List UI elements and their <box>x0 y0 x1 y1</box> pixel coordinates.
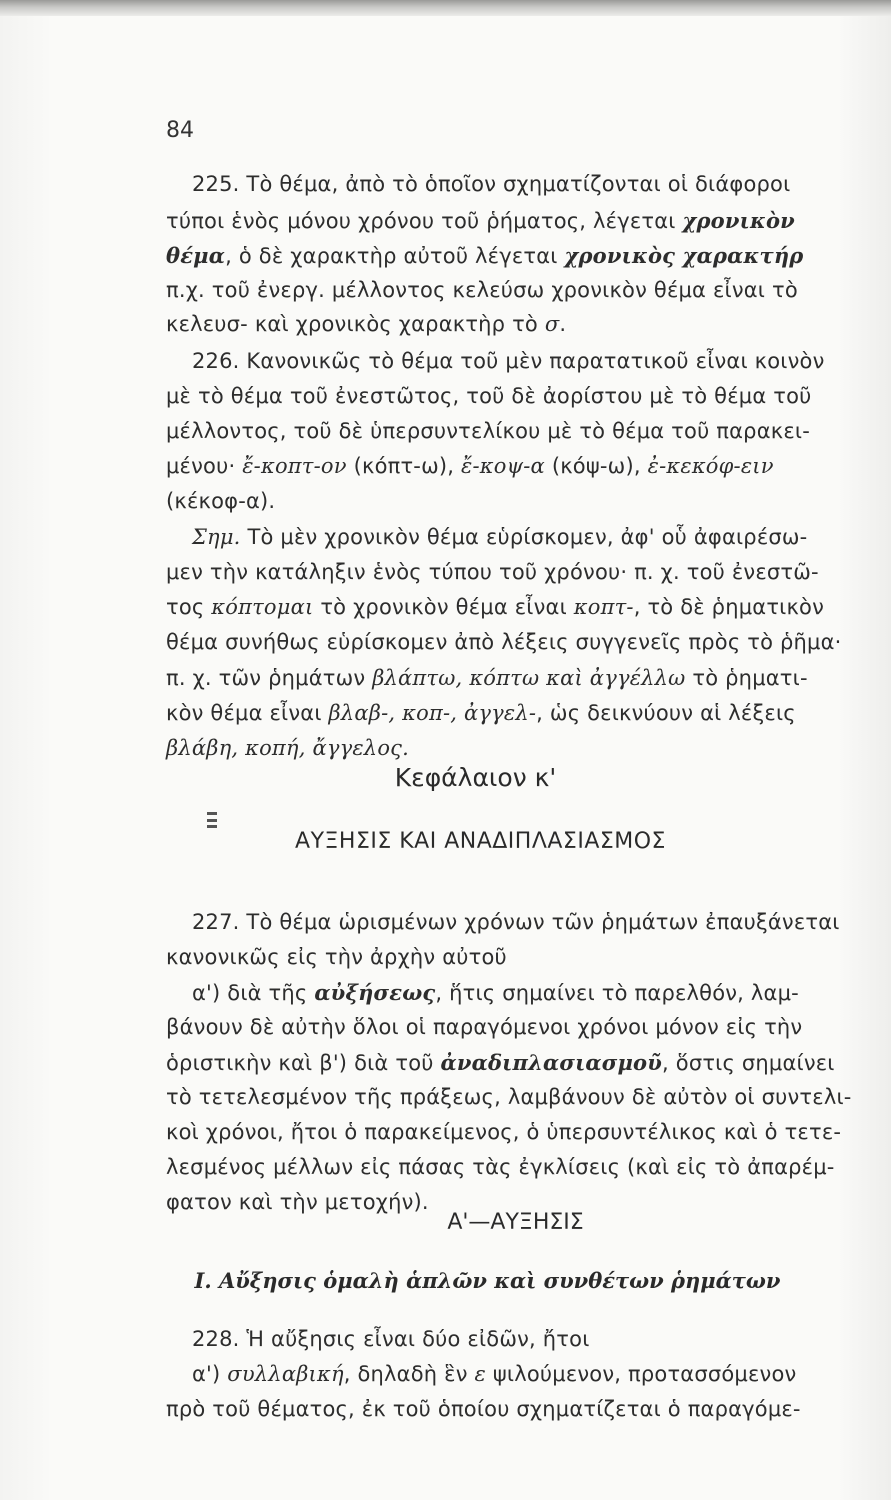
emphasis-text: βλάβη, κοπή, ἄγγελος. <box>166 736 409 760</box>
line-text: , ὡς δεικνύουν αἱ λέξεις <box>536 701 796 725</box>
line-text: κελευσ- καὶ χρονικὸς χαρακτὴρ τὸ <box>166 312 545 336</box>
chapter-title: Κεφάλαιον κ' <box>394 763 557 792</box>
line-text: κανονικῶς εἰς τὴν ἀρχὴν αὐτοῦ <box>166 945 507 969</box>
line-text: α') <box>192 1362 228 1386</box>
line-text: 227. Τὸ θέμα ὡρισμένων χρόνων τῶν ῥημάτων ἐπαυξάνεται <box>192 910 840 934</box>
text-line <box>192 172 891 196</box>
line-text: , ὅστις σημαίνει <box>662 1051 835 1075</box>
scan-top-edge <box>0 0 891 16</box>
emphasis-text: κόπτομαι <box>211 595 314 619</box>
text-line <box>192 1327 891 1351</box>
line-text: (κόψ-ω), <box>544 454 648 478</box>
emphasis-text: χρονικὸς χαρακτήρ <box>564 243 804 268</box>
emphasis-text: κοπτ- <box>573 595 634 619</box>
line-text: τὸ τετελεσμένον τῆς πράξεως, λαμβάνουν δὲ αὐτὸν οἱ συντελι- <box>166 1085 852 1109</box>
line-text: βάνουν δὲ αὐτὴν ὅλοι οἱ παραγόμενοι χρόνοι μόνον εἰς τὴν <box>166 1015 803 1039</box>
line-text: , ὁ δὲ χαρακτὴρ αὐτοῦ λέγεται <box>225 244 565 268</box>
emphasis-text: χρονικὸν <box>682 208 795 233</box>
text-line <box>166 243 886 268</box>
chapter-subtitle: ΑΥΞΗΣΙΣ ΚΑΙ ΑΝΑΔΙΠΛΑΣΙΑΣΜΟΣ <box>295 829 666 854</box>
text-line <box>166 595 886 619</box>
emphasis-text: ἐ-κεκόφ-ειν <box>647 454 774 478</box>
emphasis-text: βλάπτω, κόπτω καὶ ἀγγέλλω <box>372 666 686 690</box>
text-line <box>166 630 886 654</box>
line-text: μέλλοντος, τοῦ δὲ ὑπερσυντελίκου μὲ τὸ θέμα τοῦ παρακει- <box>166 419 810 443</box>
line-text: α') διὰ τῆς <box>192 981 315 1005</box>
text-line <box>166 1155 886 1179</box>
text-line <box>192 910 891 934</box>
text-line <box>166 1120 886 1144</box>
text-line <box>166 312 886 336</box>
page-number: 84 <box>166 118 194 143</box>
emphasis-text: ἔ-κοπτ-ον <box>242 454 347 478</box>
line-text: τος <box>166 595 212 619</box>
emphasis-text: ἔ-κοψ-α <box>461 454 545 478</box>
text-line <box>166 384 886 408</box>
text-line <box>166 736 886 760</box>
line-text: λεσμένος μέλλων εἰς πάσας τὰς ἐγκλίσεις (καὶ εἰς τὸ ἀπαρέμ- <box>166 1155 835 1179</box>
line-text: τὸ χρονικὸν θέμα εἶναι <box>313 595 574 619</box>
line-text: μὲ τὸ θέμα τοῦ ἐνεστῶτος, τοῦ δὲ ἀορίστου μὲ τὸ θέμα τοῦ <box>166 384 812 408</box>
line-text: ὁριστικὴν καὶ β') διὰ τοῦ <box>166 1051 441 1075</box>
emphasis-text: Σημ. <box>192 525 241 549</box>
text-line <box>192 1362 891 1386</box>
text-line <box>166 208 886 233</box>
line-text: 226. Κανονικῶς τὸ θέμα τοῦ μὲν παρατατικοῦ εἶναι κοινὸν <box>192 349 825 373</box>
text-line <box>166 1050 886 1075</box>
text-line <box>166 945 886 969</box>
text-line <box>166 419 886 443</box>
line-text: , τὸ δὲ ῥηματικὸν <box>633 595 825 619</box>
emphasis-text: συλλαβική <box>227 1362 344 1386</box>
line-text: ψιλούμενον, προτασσόμενον <box>486 1362 797 1386</box>
line-text: 228. Ἡ αὔξησις εἶναι δύο εἰδῶν, ἤτοι <box>192 1327 590 1351</box>
text-line <box>192 349 891 373</box>
text-line <box>166 666 886 690</box>
line-text: π. χ. τῶν ῥημάτων <box>166 666 373 690</box>
line-text: Τὸ μὲν χρονικὸν θέμα εὑρίσκομεν, ἀφ' οὗ ἀφαιρέσω- <box>240 525 808 549</box>
line-text: , ἥτις σημαίνει τὸ παρελθόν, λαμ- <box>435 981 799 1005</box>
subsection-title: Ι. Αὔξησις ὁμαλὴ ἁπλῶν καὶ συνθέτων ῥημάτων <box>194 1268 781 1293</box>
text-line <box>166 701 886 725</box>
text-line <box>166 1085 886 1109</box>
emphasis-text: σ <box>544 312 560 336</box>
line-text: θέμα συνήθως εὑρίσκομεν ἀπὸ λέξεις συγγενεῖς πρὸς τὸ ῥῆμα· <box>166 630 842 654</box>
emphasis-text: ε <box>474 1362 486 1386</box>
line-text: (κέκοφ-α). <box>166 489 276 513</box>
text-line <box>192 980 891 1005</box>
text-line <box>166 1397 886 1421</box>
line-text: κοὶ χρόνοι, ἤτοι ὁ παρακείμενος, ὁ ὑπερσυντέλικος καὶ ὁ τετε- <box>166 1120 842 1144</box>
line-text: (κόπτ-ω), <box>346 454 462 478</box>
line-text: τύποι ἑνὸς μόνου χρόνου τοῦ ῥήματος, λέγεται <box>166 209 683 233</box>
text-line <box>166 560 886 584</box>
text-line <box>166 489 886 513</box>
margin-mark <box>207 812 217 828</box>
line-text: π.χ. τοῦ ἐνεργ. μέλλοντος κελεύσω χρονικὸν θέμα εἶναι τὸ <box>166 278 798 302</box>
text-line <box>192 525 891 549</box>
emphasis-text: ἀναδιπλασιασμοῦ <box>440 1050 663 1075</box>
line-text: 225. Τὸ θέμα, ἀπὸ τὸ ὁποῖον σχηματίζονται οἱ διάφοροι <box>192 172 791 196</box>
line-text: . <box>559 312 567 336</box>
emphasis-text: βλαβ-, κοπ-, ἀγγελ- <box>328 701 537 725</box>
emphasis-text: θέμα <box>166 243 226 268</box>
section-title: Α'—ΑΥΞΗΣΙΣ <box>447 1210 584 1235</box>
text-line <box>166 454 886 478</box>
line-text: μένου· <box>166 454 243 478</box>
line-text: μεν τὴν κατάληξιν ἑνὸς τύπου τοῦ χρόνου· π. χ. τοῦ ἐνεστῶ- <box>166 560 819 584</box>
line-text: φατον καὶ τὴν μετοχήν). <box>166 1190 429 1214</box>
line-text: τὸ ῥηματι- <box>685 666 808 690</box>
line-text: , δηλαδὴ ἓν <box>343 1362 475 1386</box>
line-text: κὸν θέμα εἶναι <box>166 701 329 725</box>
line-text: πρὸ τοῦ θέματος, ἐκ τοῦ ὁποίου σχηματίζεται ὁ παραγόμε- <box>166 1397 801 1421</box>
text-line <box>166 1015 886 1039</box>
emphasis-text: αὐξήσεως <box>314 980 436 1005</box>
text-line <box>166 278 886 302</box>
